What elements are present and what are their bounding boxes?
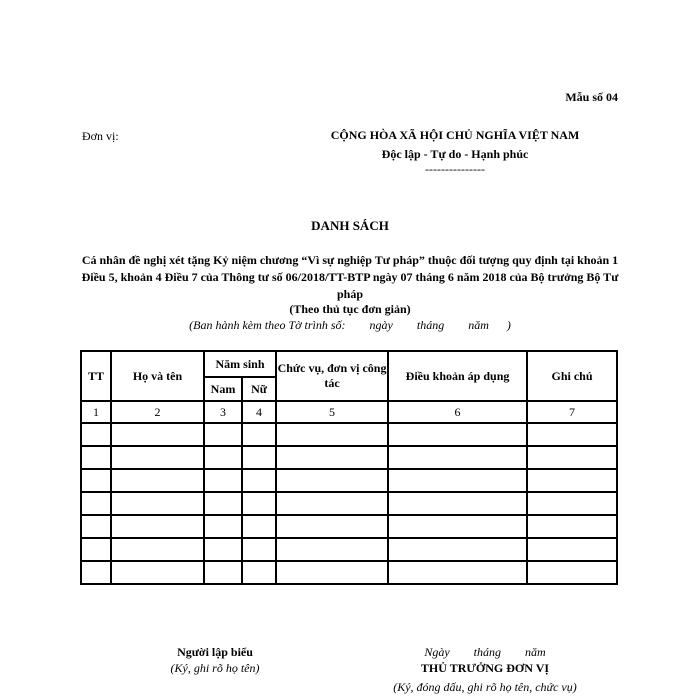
issued-with-note: (Ban hành kèm theo Tờ trình số: ngày tháng năm ) (189, 318, 511, 332)
sign-date: Ngày tháng năm (424, 645, 546, 659)
national-motto: Độc lập - Tự do - Hạnh phúc (381, 147, 529, 161)
head-of-unit-note: (Ký, đóng dấu, ghi rõ họ tên, chức vụ) (393, 680, 577, 694)
table-row (81, 538, 617, 561)
header-female: Nữ (242, 377, 276, 401)
table-row (81, 515, 617, 538)
table-row (81, 446, 617, 469)
header-birth-year: Năm sinh (204, 351, 276, 377)
preparer-note: (Ký, ghi rõ họ tên) (170, 661, 260, 675)
unit-label: Đơn vị: (82, 129, 119, 143)
header-male: Nam (204, 377, 242, 401)
procedure-note: (Theo thủ tục đơn giản) (289, 302, 411, 316)
table-row (81, 423, 617, 446)
column-number: 4 (242, 401, 276, 423)
column-number: 6 (388, 401, 527, 423)
table-row (81, 469, 617, 492)
column-number: 7 (527, 401, 617, 423)
head-of-unit-title: THỦ TRƯỞNG ĐƠN VỊ (420, 661, 550, 675)
table-row (81, 561, 617, 584)
header-name: Họ và tên (111, 351, 204, 401)
country-name: CỘNG HÒA XÃ HỘI CHỦ NGHĨA VIỆT NAM (330, 128, 580, 142)
column-number: 5 (276, 401, 388, 423)
header-position: Chức vụ, đơn vị công tác (276, 351, 388, 401)
nominee-table (80, 350, 618, 585)
document-title: DANH SÁCH (311, 218, 389, 233)
column-number: 2 (111, 401, 204, 423)
motto-separator: --------------- (425, 162, 485, 176)
preparer-title: Người lập biểu (177, 645, 253, 659)
column-number: 3 (204, 401, 242, 423)
header-tt: TT (81, 351, 111, 401)
form-number: Mẫu số 04 (565, 90, 618, 104)
table-row (81, 492, 617, 515)
column-number: 1 (81, 401, 111, 423)
header-clause: Điều khoản áp dụng (388, 351, 527, 401)
header-note: Ghi chú (527, 351, 617, 401)
document-subtitle: Cá nhân đề nghị xét tặng Kỷ niệm chương “Vì sự nghiệp Tư pháp” thuộc đối tượng quy định tại khoản 1 Điều 5, khoản 4 Điều 7 của Thông tư số 06/2018/TT-BTP ngày 07 tháng 6 năm 2018 của Bộ trưởng Bộ Tư pháp (81, 253, 619, 301)
